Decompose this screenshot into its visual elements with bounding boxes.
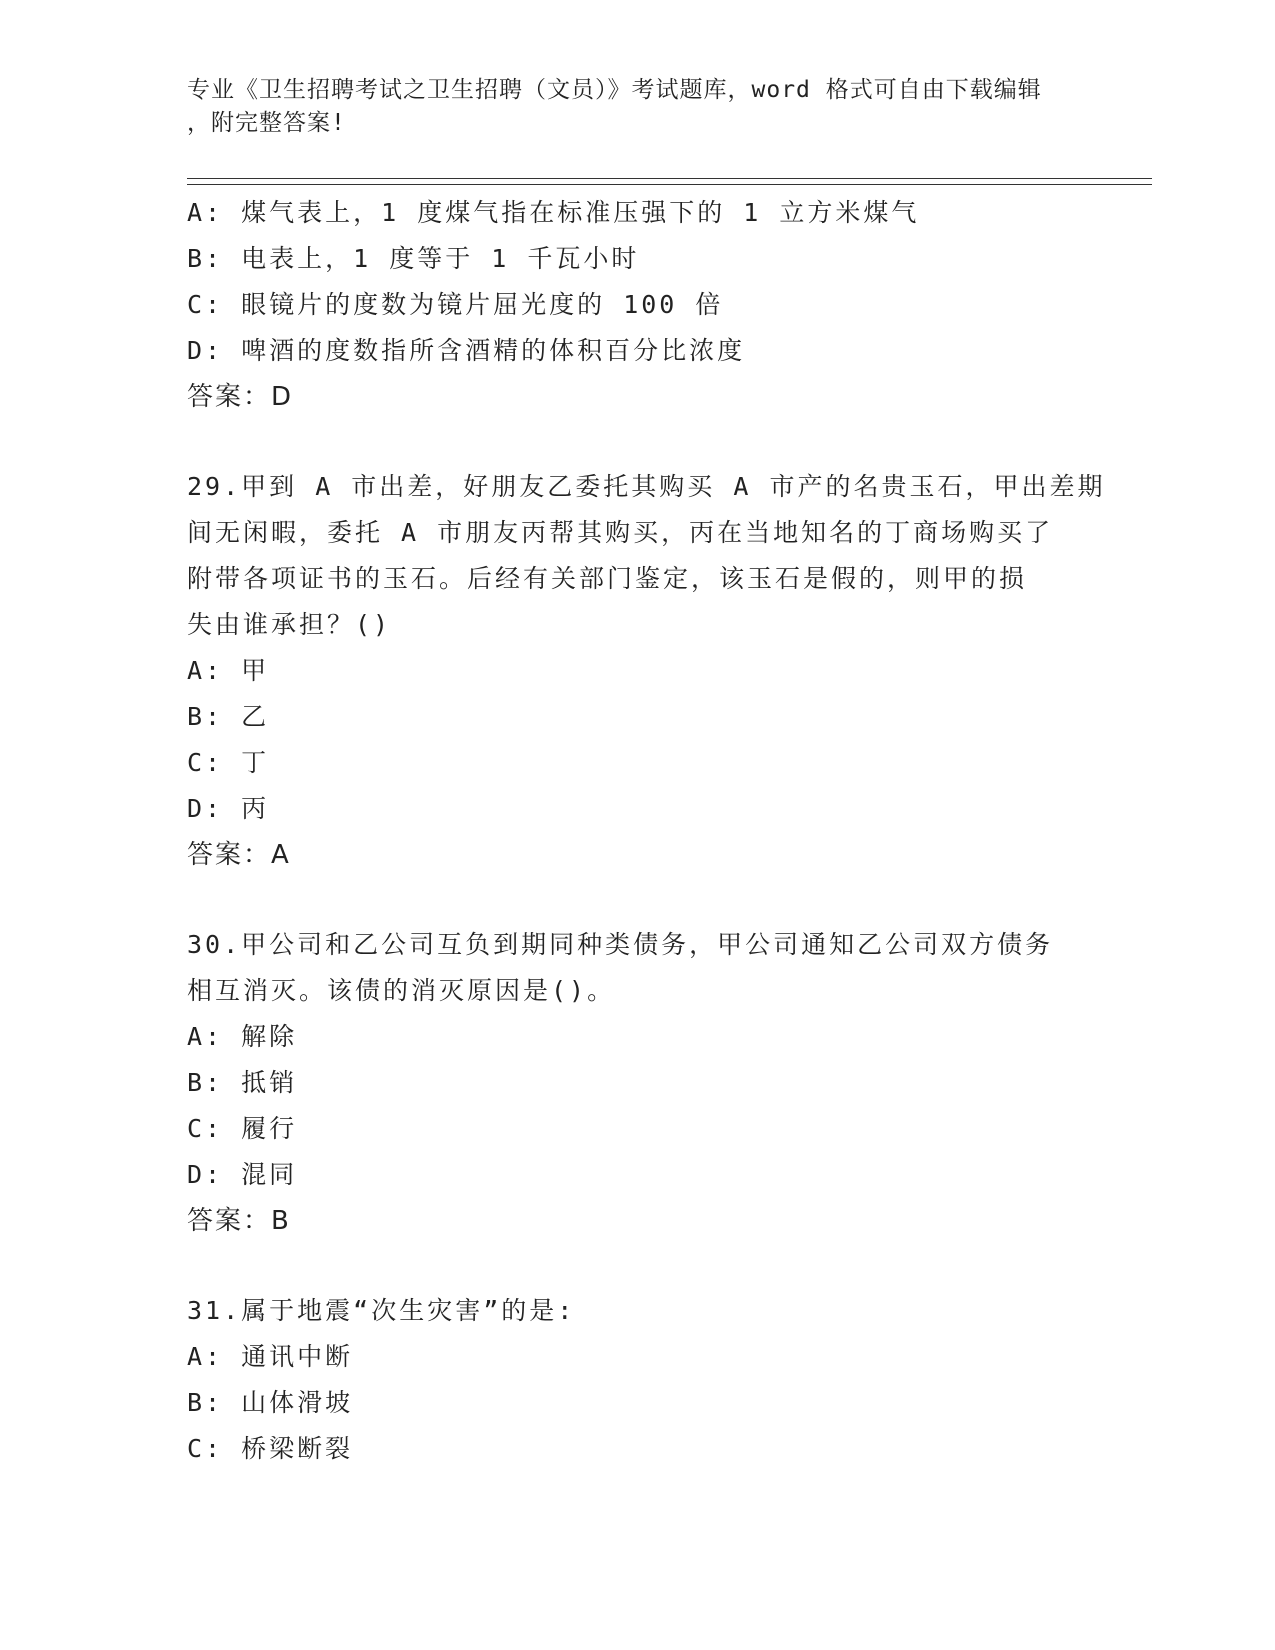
header-divider-bottom (187, 184, 1152, 185)
question-stem-line: 29.甲到 A 市出差，好朋友乙委托其购买 A 市产的名贵玉石，甲出差期 (187, 472, 1106, 501)
option-a: A: 甲 (187, 656, 270, 685)
question-stem-line: 附带各项证书的玉石。后经有关部门鉴定，该玉石是假的，则甲的损 (187, 564, 1028, 593)
option-c: C: 履行 (187, 1114, 298, 1143)
question-29 (187, 464, 1106, 878)
spacer (187, 420, 1087, 464)
question-stem-line: 31.属于地震“次生灾害”的是: (187, 1296, 576, 1325)
answer-line: 答案：D (187, 382, 294, 412)
option-d: D: 丙 (187, 794, 270, 823)
option-b: B: 乙 (187, 702, 270, 731)
option-d: D: 啤酒的度数指所含酒精的体积百分比浓度 (187, 336, 746, 365)
header-line-2: ，附完整答案! (187, 110, 346, 136)
option-b: B: 电表上，1 度等于 1 千瓦小时 (187, 244, 640, 273)
option-c: C: 眼镜片的度数为镜片屈光度的 100 倍 (187, 290, 724, 319)
option-d: D: 混同 (187, 1160, 298, 1189)
answer-line: 答案：B (187, 1206, 291, 1236)
option-c: C: 桥梁断裂 (187, 1434, 354, 1463)
header-divider-top (187, 178, 1152, 179)
spacer (187, 878, 1087, 922)
option-c: C: 丁 (187, 748, 270, 777)
document-header (187, 74, 1087, 140)
option-a: A: 煤气表上，1 度煤气指在标准压强下的 1 立方米煤气 (187, 198, 920, 227)
question-28 (187, 190, 1087, 420)
question-stem-line: 30.甲公司和乙公司互负到期同种类债务，甲公司通知乙公司双方债务 (187, 930, 1054, 959)
question-31 (187, 1288, 1087, 1472)
option-b: B: 山体滑坡 (187, 1388, 354, 1417)
question-stem-line: 相互消灭。该债的消灭原因是()。 (187, 976, 616, 1005)
option-a: A: 通讯中断 (187, 1342, 354, 1371)
header-line-1: 专业《卫生招聘考试之卫生招聘（文员）》考试题库，word 格式可自由下载编辑 (187, 77, 1042, 103)
spacer (187, 1244, 1087, 1288)
option-b: B: 抵销 (187, 1068, 298, 1097)
option-a: A: 解除 (187, 1022, 298, 1051)
question-stem-line: 间无闲暇，委托 A 市朋友丙帮其购买，丙在当地知名的丁商场购买了 (187, 518, 1054, 547)
question-stem-line: 失由谁承担？() (187, 610, 392, 639)
question-30 (187, 922, 1087, 1244)
question-list (187, 190, 1106, 1472)
answer-line: 答案：A (187, 840, 291, 870)
